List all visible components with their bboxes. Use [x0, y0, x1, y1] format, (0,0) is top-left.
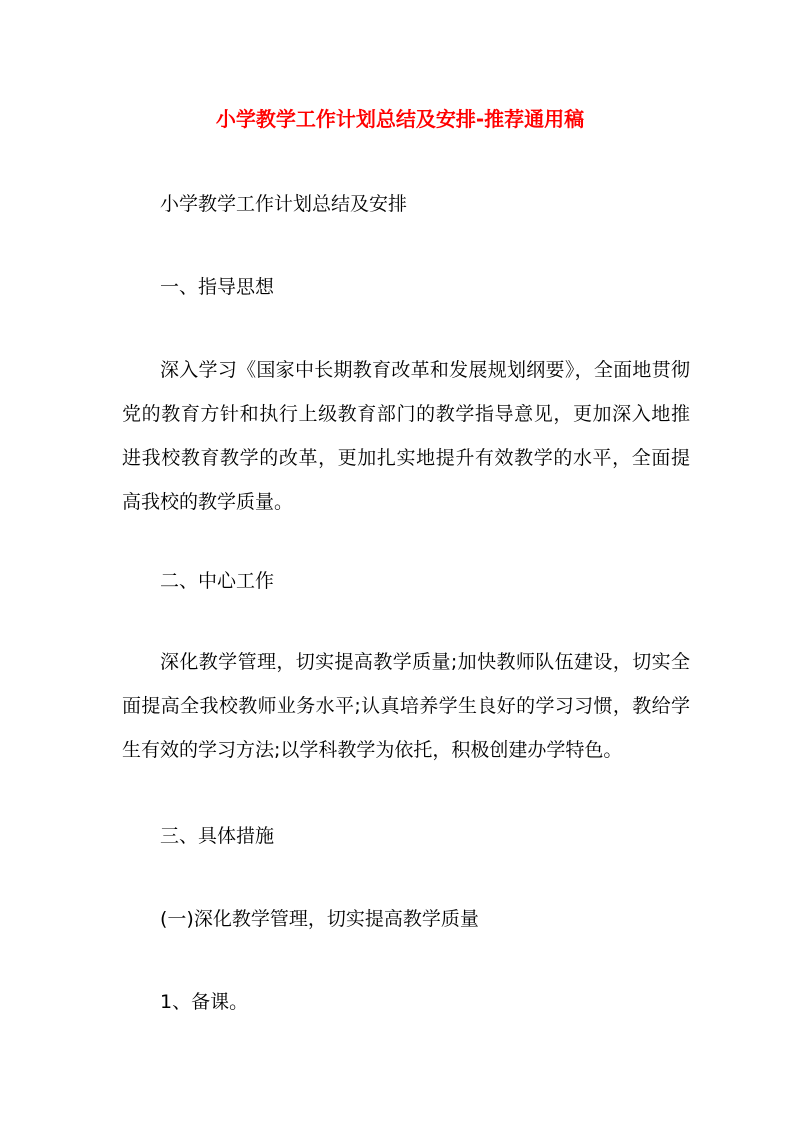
document-subtitle: 小学教学工作计划总结及安排 — [160, 193, 408, 215]
item-heading-lesson-preparation: 1、备课。 — [160, 991, 249, 1013]
paragraph-central-work: 深化教学管理，切实提高教学质量;加快教师队伍建设，切实全面提高全我校教师业务水平;认真培养学生良好的学习习惯，教给学生有效的学习方法;以学科教学为依托，积极创建办学特色。 — [122, 651, 690, 761]
paragraph-guiding-ideology: 深入学习《国家中长期教育改革和发展规划纲要》，全面地贯彻党的教育方针和执行上级教育部门的教学指导意见，更加深入地推进我校教育教学的改革，更加扎实地提升有效教学的水平，全面提高我校的教学质量。 — [122, 359, 690, 513]
subsection-heading-teaching-management: (一)深化教学管理，切实提高教学质量 — [160, 908, 479, 930]
document-title: 小学教学工作计划总结及安排-推荐通用稿 — [215, 107, 585, 131]
section-heading-guiding-ideology: 一、指导思想 — [160, 276, 275, 298]
section-heading-specific-measures: 三、具体措施 — [160, 825, 275, 847]
section-heading-central-work: 二、中心工作 — [160, 570, 275, 592]
